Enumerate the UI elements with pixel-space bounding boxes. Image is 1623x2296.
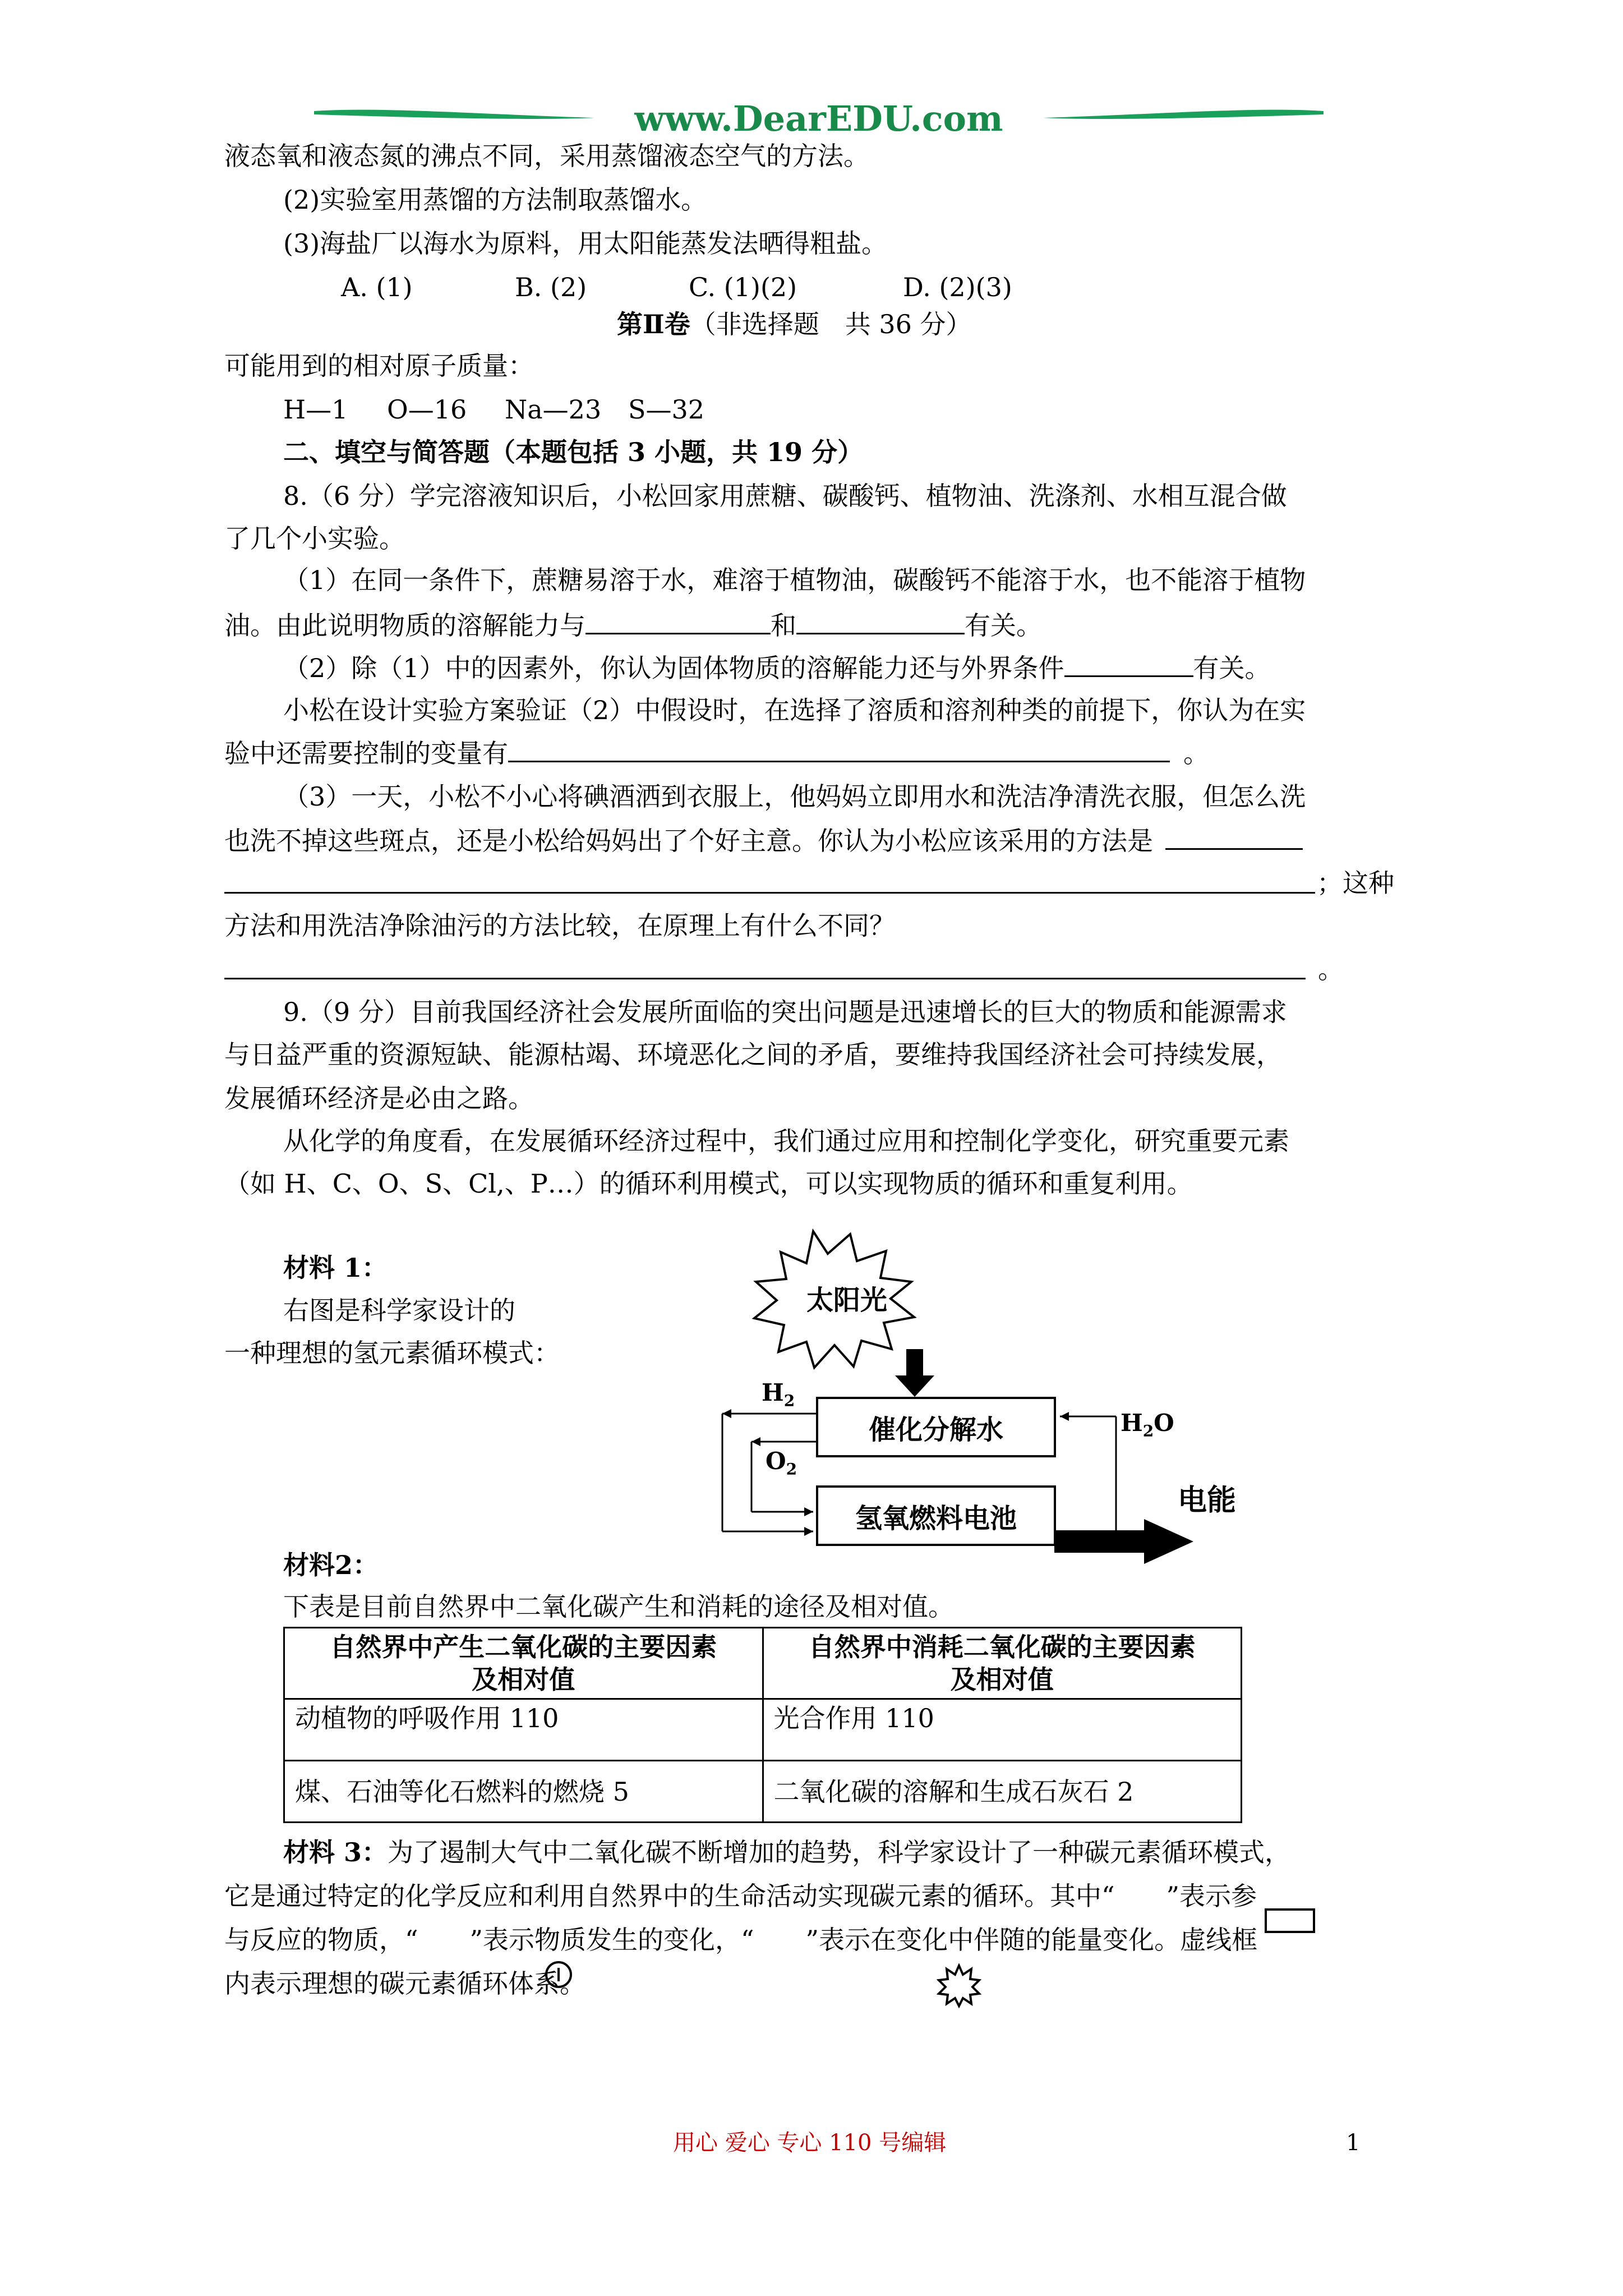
material3-line1 [283,1835,1290,1869]
electric-arrow-icon [1054,1519,1193,1564]
decompose-box [816,1397,1056,1457]
material1-line2: 一种理想的氢元素循环模式： [224,1338,560,1368]
q8-p3-line1: （3）一天，小松不小心将碘酒洒到衣服上，他妈妈立即用水和洗洁净清洗衣服，但怎么洗 [283,781,1306,812]
q8-p2-text-a: （2）除（1）中的因素外，你认为固体物质的溶解能力还与外界条件 [283,653,1064,683]
q9-line3: 发展循环经济是必由之路。 [224,1083,534,1114]
q8-p3-line2 [224,822,1303,858]
blank-answer-2[interactable] [796,607,965,634]
q8-p3-line5-end: 。 [1318,954,1344,984]
q9-line1: 9.（9 分）目前我国经济社会发展所面临的突出问题是迅速增长的巨大的物质和能源需求 [283,997,1287,1027]
hydrogen-cycle-diagram [712,1228,1273,1571]
header-banner [314,98,1324,140]
header-consume-line2: 及相对值 [950,1664,1054,1695]
table-cell: 动植物的呼吸作用 110 [284,1699,763,1761]
page-number: 1 [1346,2130,1361,2156]
part2-title [617,307,972,341]
table-row [284,1699,1242,1761]
q9-line4: 从化学的角度看，在发展循环经济过程中，我们通过应用和控制化学变化，研究重要元素 [283,1126,1289,1156]
h2o-tail: O [1154,1409,1174,1437]
o2-text: O [766,1447,786,1475]
q9-line2: 与日益严重的资源短缺、能源枯竭、环境恶化之间的矛盾，要维持我国经济社会可持续发展， [224,1039,1282,1070]
fuel-cell-box [816,1485,1056,1546]
table-header-cell [284,1628,763,1699]
material1-line1: 右图是科学家设计的 [283,1295,515,1326]
h2-sub: 2 [783,1391,795,1410]
o2-sub: 2 [786,1460,797,1479]
fuel-cell-label: 氢氧燃料电池 [855,1502,1017,1534]
atomic-h: H—1 [283,394,348,425]
q8-p2 [283,650,1271,685]
material2-intro: 下表是目前自然界中二氧化碳产生和消耗的途径及相对值。 [283,1591,954,1622]
material3-line1-text: 为了遏制大气中二氧化碳不断增加的趋势，科学家设计了一种碳元素循环模式， [388,1837,1291,1867]
h2o-label [1121,1409,1174,1445]
blank-answer-5[interactable] [1165,822,1303,850]
material1-label: 材料 1： [283,1253,388,1283]
q7-option-a: A. (1) [341,272,413,302]
starburst-symbol-icon [937,1963,981,2008]
q7-option-b: B. (2) [515,272,587,302]
q8-p1-line2 [224,607,1042,642]
h2o-sub: 2 [1142,1421,1154,1441]
q8-p1-text-a: 油。由此说明物质的溶解能力与 [224,610,585,641]
table-header-row [284,1628,1242,1699]
atomic-o: O—16 [387,394,467,425]
table-cell: 光合作用 110 [763,1699,1242,1761]
circle-arrow-symbol-icon [542,1958,575,1991]
q8-line1: 8.（6 分）学完溶液知识后，小松回家用蔗糖、碳酸钙、植物油、洗涤剂、水相互混合做 [283,481,1287,511]
blank-answer-5-cont[interactable] [224,892,1315,894]
q7-option-d: D. (2)(3) [903,272,1012,302]
h2o-text: H [1121,1409,1143,1437]
q8-p2b-text-b: 。 [1183,738,1209,769]
down-arrow-icon [895,1349,934,1397]
q8-p3-line3-end: ；这种 [1317,868,1394,898]
part2-title-bold: 第Ⅱ卷 [617,309,690,339]
atomic-mass-label: 可能用到的相对原子质量： [224,351,534,381]
blank-answer-6[interactable] [224,978,1306,979]
rectangle-symbol-icon [1265,1908,1315,1933]
blank-answer-1[interactable] [585,607,771,634]
material3-label: 材料 3： [283,1837,388,1867]
footer-center: 用心 爱心 专心 110 号编辑 [673,2130,947,2156]
header-produce-line2: 及相对值 [472,1664,575,1695]
blank-answer-3[interactable] [1064,650,1193,677]
table-cell: 煤、石油等化石燃料的燃烧 5 [284,1761,763,1823]
q8-p3-text: 也洗不掉这些斑点，还是小松给妈妈出了个好主意。你认为小松应该采用的方法是 [224,826,1153,856]
q8-p3-line4: 方法和用洗洁净除油污的方法比较，在原理上有什么不同？ [224,910,895,941]
q7-option-c: C. (1)(2) [689,272,797,302]
table-row [284,1761,1242,1823]
q7-line3: (3)海盐厂以海水为原料，用太阳能蒸发法晒得粗盐。 [283,228,888,259]
atomic-s: S—32 [628,394,705,425]
q8-p2b-line1: 小松在设计实验方案验证（2）中假设时，在选择了溶质和溶剂种类的前提下，你认为在实 [283,695,1306,725]
sun-label: 太阳光 [806,1285,887,1316]
atomic-na: Na—23 [505,394,602,425]
section-title: 二、填空与简答题（本题包括 3 小题，共 19 分） [283,437,864,467]
header-consume-line1: 自然界中消耗二氧化碳的主要因素 [808,1632,1196,1662]
q8-p1-text-b: 和 [771,610,796,641]
table-header-cell [763,1628,1242,1699]
q7-line2: (2)实验室用蒸馏的方法制取蒸馏水。 [283,185,707,215]
q8-p2-text-b: 有关。 [1193,653,1271,683]
q8-p1-line1: （1）在同一条件下，蔗糖易溶于水，难溶于植物油，碳酸钙不能溶于水，也不能溶于植物 [283,565,1306,595]
material3-line2: 它是通过特定的化学反应和利用自然界中的生命活动实现碳元素的循环。其中“ ”表示参 [224,1881,1257,1911]
o2-label [766,1447,797,1483]
electric-label: 电能 [1178,1484,1237,1517]
blank-answer-4[interactable] [508,735,1170,762]
header-produce-line1: 自然界中产生二氧化碳的主要因素 [330,1632,717,1662]
q8-line2: 了几个小实验。 [224,523,405,554]
q8-p2b-line2 [224,735,1209,770]
h2-text: H [762,1379,784,1406]
material3-line3: 与反应的物质，“ ”表示物质发生的变化，“ ”表示在变化中伴随的能量变化。虚线框 [224,1925,1258,1955]
h2-label [762,1379,795,1415]
material3-line4: 内表示理想的碳元素循环体系。 [224,1968,585,1999]
q7-line1: 液态氧和液态氮的沸点不同，采用蒸馏液态空气的方法。 [224,141,869,171]
material2-label: 材料2： [283,1550,379,1580]
q8-p1-text-c: 有关。 [965,610,1042,641]
site-title[interactable]: www.DearEDU.com [634,98,1003,139]
q9-line5: （如 H、C、O、S、Cl,、P…）的循环利用模式，可以实现物质的循环和重复利用。 [224,1168,1193,1199]
decompose-label: 催化分解水 [868,1414,1003,1446]
table-cell: 二氧化碳的溶解和生成石灰石 2 [763,1761,1242,1823]
co2-table [283,1627,1242,1823]
part2-title-rest: （非选择题 共 36 分） [690,309,972,339]
q8-p2b-text-a: 验中还需要控制的变量有 [224,738,508,769]
